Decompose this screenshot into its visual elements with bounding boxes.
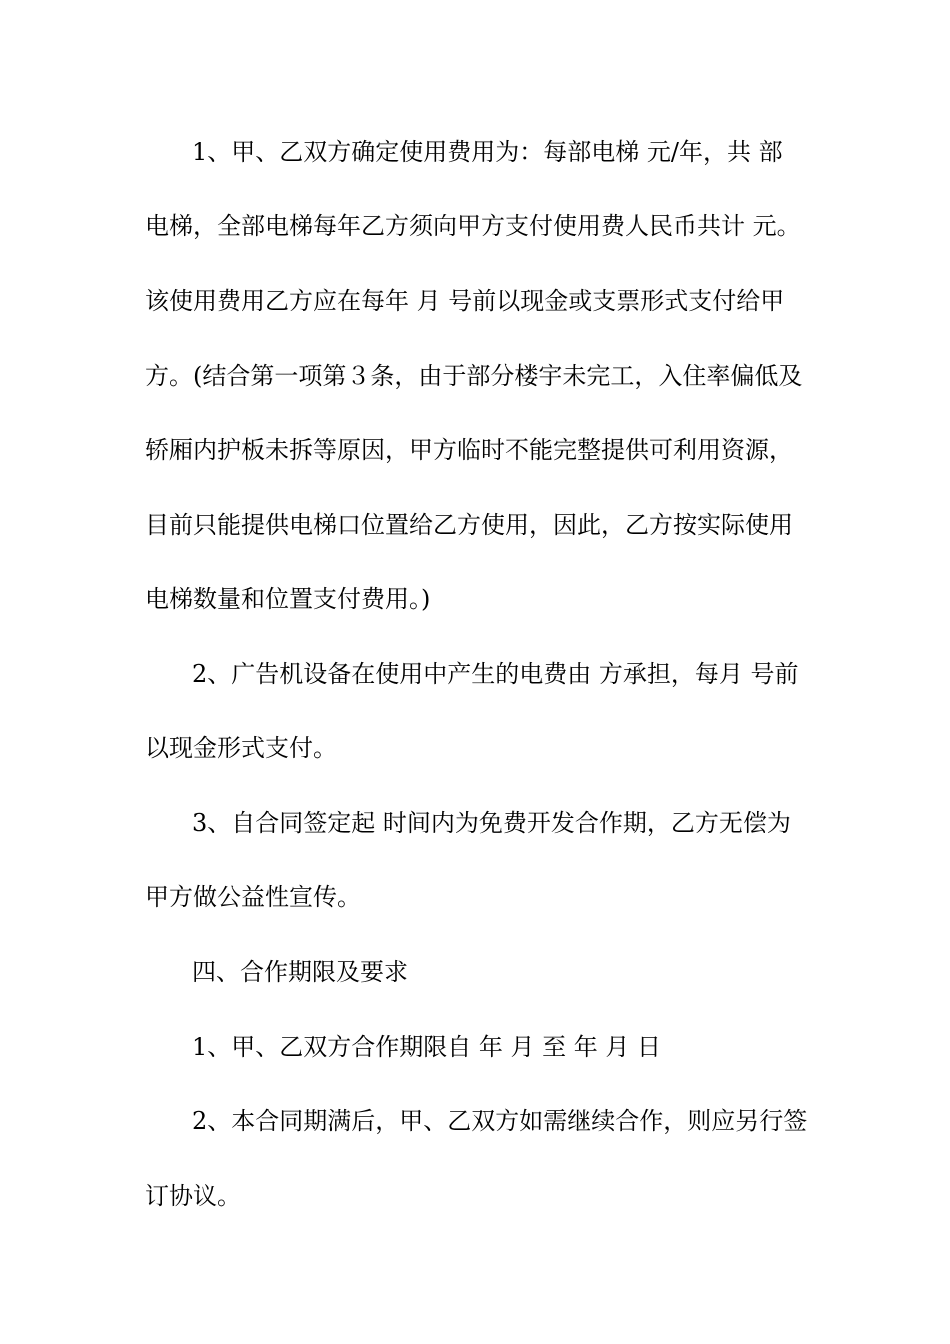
text-line-7: 电梯数量和位置支付费用。) bbox=[145, 585, 431, 613]
text-line-9: 以现金形式支付。 bbox=[145, 734, 337, 762]
text-line-13: 1、甲、乙双方合作期限自 年 月 至 年 月 日 bbox=[192, 1033, 662, 1061]
text-line-4: 方。(结合第一项第３条，由于部分楼宇未完工，入住率偏低及 bbox=[145, 362, 803, 390]
section-heading: 四、合作期限及要求 bbox=[192, 958, 408, 986]
text-line-6: 目前只能提供电梯口位置给乙方使用，因此，乙方按实际使用 bbox=[145, 511, 793, 539]
text-line-15: 订协议。 bbox=[145, 1182, 241, 1210]
text-line-5: 轿厢内护板未拆等原因，甲方临时不能完整提供可利用资源， bbox=[145, 436, 793, 464]
text-line-1: 1、甲、乙双方确定使用费用为：每部电梯 元/年，共 部 bbox=[192, 138, 783, 166]
text-line-10: 3、自合同签定起 时间内为免费开发合作期，乙方无偿为 bbox=[192, 809, 791, 837]
text-line-8: 2、广告机设备在使用中产生的电费由 方承担，每月 号前 bbox=[192, 660, 799, 688]
text-line-3: 该使用费用乙方应在每年 月 号前以现金或支票形式支付给甲 bbox=[145, 287, 785, 315]
text-line-2: 电梯，全部电梯每年乙方须向甲方支付使用费人民币共计 元。 bbox=[145, 212, 801, 240]
text-line-14: 2、本合同期满后，甲、乙双方如需继续合作，则应另行签 bbox=[192, 1107, 808, 1135]
text-line-11: 甲方做公益性宣传。 bbox=[145, 883, 361, 911]
